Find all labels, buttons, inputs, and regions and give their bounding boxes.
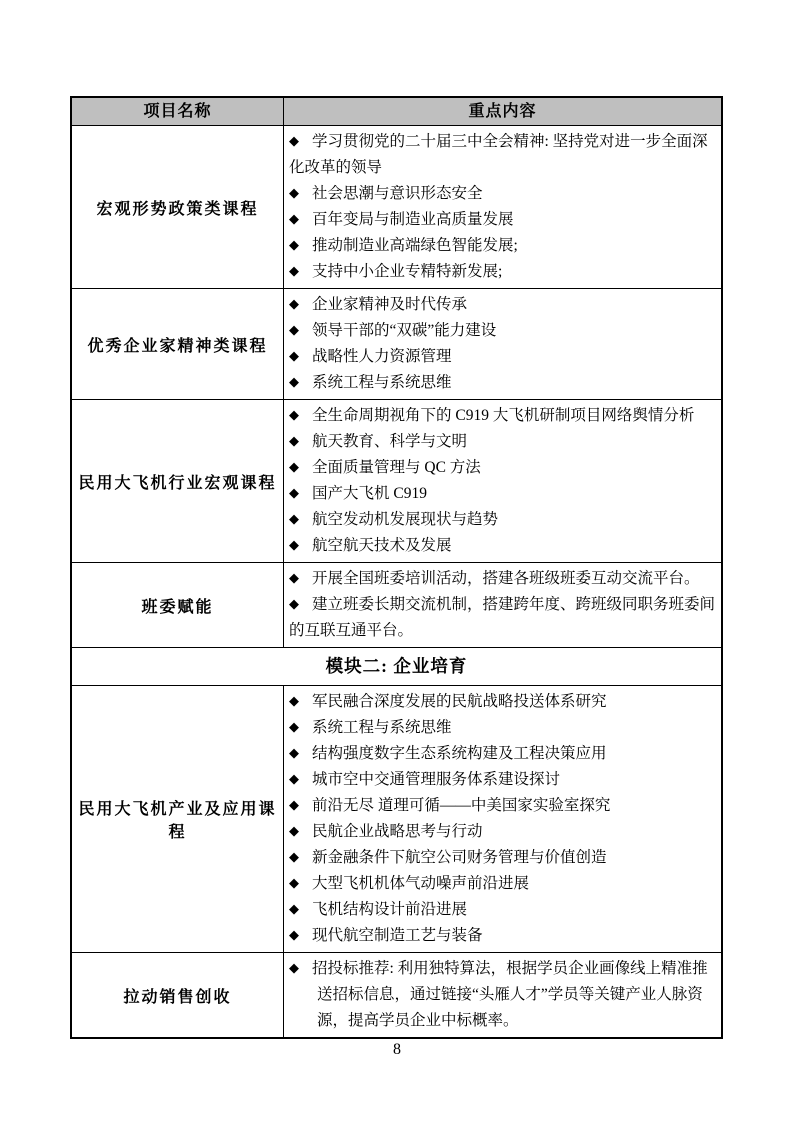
bullet-text: 国产大飞机 C919 [312, 485, 427, 502]
bullet-item [289, 689, 715, 715]
diamond-bullet-icon: ◆ [289, 823, 299, 838]
bullet-item [289, 292, 715, 318]
table-row [72, 288, 721, 399]
project-name-cell: 班委赋能 [72, 563, 284, 647]
diamond-bullet-icon: ◆ [289, 237, 299, 252]
bullet-text: 结构强度数字生态系统构建及工程决策应用 [312, 745, 607, 762]
key-content-cell [284, 289, 721, 399]
diamond-bullet-icon: ◆ [289, 263, 299, 278]
bullet-text: 开展全国班委培训活动，搭建各班级班委互动交流平台。 [312, 570, 700, 587]
project-name-cell: 民用大飞机产业及应用课程 [72, 686, 284, 952]
bullet-text: 新金融条件下航空公司财务管理与价值创造 [312, 849, 607, 866]
bullet-item [289, 956, 715, 1034]
bullet-item [289, 370, 715, 396]
bullet-text: 民航企业战略思考与行动 [312, 823, 483, 840]
project-name-cell: 宏观形势政策类课程 [72, 126, 284, 288]
bullet-item [289, 507, 715, 533]
bullet-item [289, 429, 715, 455]
bullet-text: 建立班委长期交流机制，搭建跨年度、跨班级同职务班委间的互联互通平台。 [289, 596, 716, 639]
bullet-item [289, 592, 715, 644]
diamond-bullet-icon: ◆ [289, 771, 299, 786]
bullet-item [289, 344, 715, 370]
table-row [72, 125, 721, 288]
bullet-text: 军民融合深度发展的民航战略投送体系研究 [312, 693, 607, 710]
bullet-item [289, 897, 715, 923]
diamond-bullet-icon: ◆ [289, 596, 299, 611]
key-content-cell [284, 953, 721, 1037]
bullet-item [289, 715, 715, 741]
bullet-item [289, 481, 715, 507]
bullet-text: 学习贯彻党的二十届三中全会精神: 坚持党对进一步全面深化改革的领导 [289, 133, 708, 176]
bullet-text: 推动制造业高端绿色智能发展; [312, 237, 518, 254]
key-content-cell [284, 686, 721, 952]
bullet-text: 全面质量管理与 QC 方法 [312, 459, 481, 476]
diamond-bullet-icon: ◆ [289, 927, 299, 942]
bullet-text: 支持中小企业专精特新发展; [312, 263, 503, 280]
bullet-item [289, 455, 715, 481]
bullet-item [289, 403, 715, 429]
bullet-text: 城市空中交通管理服务体系建设探讨 [312, 771, 561, 788]
table-header-row [72, 98, 721, 125]
key-content-cell [284, 400, 721, 562]
diamond-bullet-icon: ◆ [289, 348, 299, 363]
bullet-item [289, 533, 715, 559]
bullet-item [289, 318, 715, 344]
header-key-content: 重点内容 [284, 98, 721, 125]
bullet-item [289, 793, 715, 819]
bullet-item [289, 181, 715, 207]
bullet-text: 航空航天技术及发展 [312, 537, 452, 554]
bullet-item [289, 129, 715, 181]
bullet-item [289, 845, 715, 871]
key-content-cell [284, 563, 721, 647]
table-row [72, 952, 721, 1037]
bullet-text: 领导干部的“双碳”能力建设 [312, 322, 497, 339]
bullet-text: 现代航空制造工艺与装备 [312, 927, 483, 944]
bullet-text: 航空发动机发展现状与趋势 [312, 511, 499, 528]
header-project-name: 项目名称 [72, 98, 284, 125]
course-table [70, 96, 723, 1039]
bullet-text: 企业家精神及时代传承 [312, 296, 468, 313]
bullet-text: 社会思潮与意识形态安全 [312, 185, 483, 202]
bullet-item [289, 207, 715, 233]
diamond-bullet-icon: ◆ [289, 296, 299, 311]
bullet-text: 大型飞机机体气动噪声前沿进展 [312, 875, 530, 892]
diamond-bullet-icon: ◆ [289, 374, 299, 389]
diamond-bullet-icon: ◆ [289, 875, 299, 890]
table-row [72, 562, 721, 647]
bullet-text: 飞机结构设计前沿进展 [312, 901, 468, 918]
table-row [72, 399, 721, 562]
diamond-bullet-icon: ◆ [289, 901, 299, 916]
bullet-item [289, 566, 715, 592]
project-name-cell: 拉动销售创收 [72, 953, 284, 1037]
module-section-row: 模块二: 企业培育 [72, 647, 721, 685]
bullet-text: 全生命周期视角下的 C919 大飞机研制项目网络舆情分析 [312, 407, 695, 424]
diamond-bullet-icon: ◆ [289, 849, 299, 864]
bullet-item [289, 233, 715, 259]
bullet-text: 战略性人力资源管理 [312, 348, 452, 365]
diamond-bullet-icon: ◆ [289, 133, 299, 148]
diamond-bullet-icon: ◆ [289, 797, 299, 812]
bullet-text: 系统工程与系统思维 [312, 719, 452, 736]
diamond-bullet-icon: ◆ [289, 322, 299, 337]
diamond-bullet-icon: ◆ [289, 185, 299, 200]
diamond-bullet-icon: ◆ [289, 407, 299, 422]
diamond-bullet-icon: ◆ [289, 211, 299, 226]
diamond-bullet-icon: ◆ [289, 485, 299, 500]
bullet-item [289, 871, 715, 897]
project-name-cell: 民用大飞机行业宏观课程 [72, 400, 284, 562]
bullet-item [289, 259, 715, 285]
table-body [72, 125, 721, 1037]
key-content-cell [284, 126, 721, 288]
diamond-bullet-icon: ◆ [289, 960, 299, 975]
bullet-text: 航天教育、科学与文明 [312, 433, 468, 450]
diamond-bullet-icon: ◆ [289, 537, 299, 552]
diamond-bullet-icon: ◆ [289, 433, 299, 448]
diamond-bullet-icon: ◆ [289, 719, 299, 734]
bullet-item [289, 741, 715, 767]
diamond-bullet-icon: ◆ [289, 570, 299, 585]
table-row [72, 685, 721, 952]
bullet-item [289, 767, 715, 793]
bullet-text: 系统工程与系统思维 [312, 374, 452, 391]
bullet-item [289, 923, 715, 949]
project-name-cell: 优秀企业家精神类课程 [72, 289, 284, 399]
bullet-item [289, 819, 715, 845]
bullet-text: 百年变局与制造业高质量发展 [312, 211, 514, 228]
diamond-bullet-icon: ◆ [289, 745, 299, 760]
diamond-bullet-icon: ◆ [289, 511, 299, 526]
page-number: 8 [393, 1041, 401, 1058]
diamond-bullet-icon: ◆ [289, 693, 299, 708]
bullet-text: 前沿无尽 道理可循——中美国家实验室探究 [312, 797, 611, 814]
bullet-text: 招投标推荐: 利用独特算法，根据学员企业画像线上精准推送招标信息，通过链接“头雁人才”学员等关键产业人脉资源，提高学员企业中标概率。 [312, 960, 708, 1029]
diamond-bullet-icon: ◆ [289, 459, 299, 474]
